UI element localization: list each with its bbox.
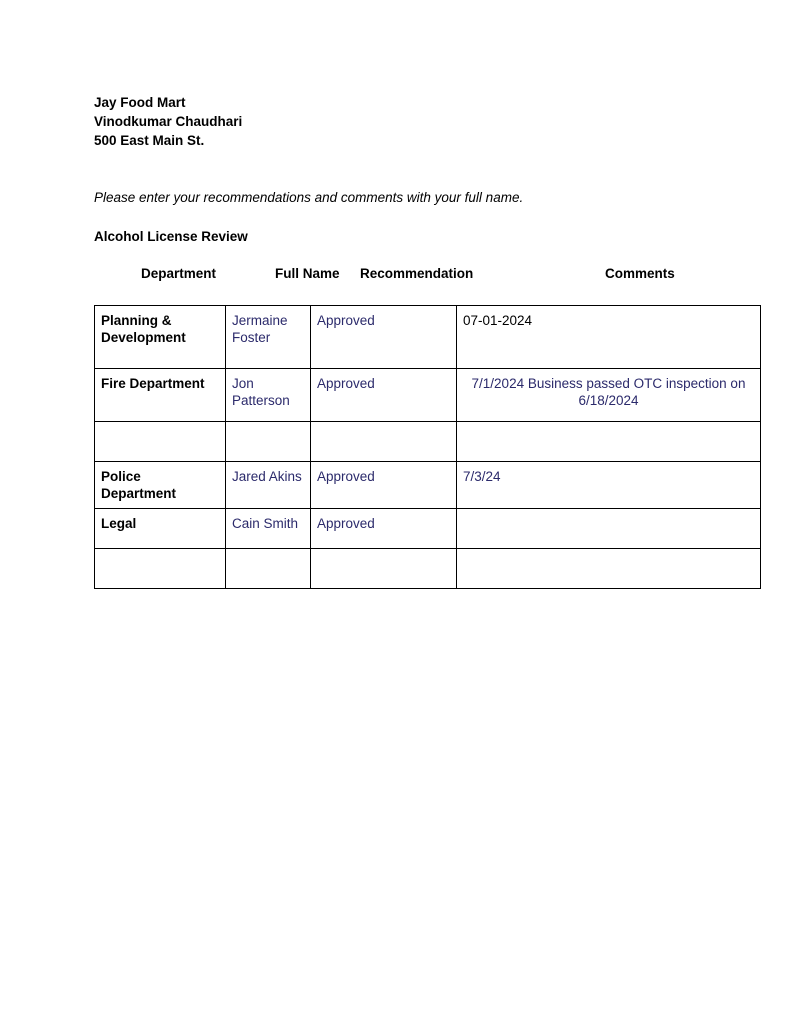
comments-field[interactable] — [457, 509, 761, 549]
column-header-recommendation: Recommendation — [360, 266, 474, 281]
business-owner: Vinodkumar Chaudhari — [94, 114, 243, 129]
comments-field[interactable]: 7/3/24 — [457, 462, 761, 509]
department-cell: Police Department — [95, 462, 226, 509]
full-name-field[interactable] — [226, 422, 311, 462]
column-header-comments: Comments — [605, 266, 675, 281]
comments-field[interactable] — [457, 422, 761, 462]
table-row — [95, 306, 761, 369]
department-cell: Fire Department — [95, 369, 226, 422]
business-info — [94, 93, 242, 150]
column-header-full-name: Full Name — [275, 266, 340, 281]
business-name: Jay Food Mart — [94, 95, 186, 110]
department-cell — [95, 549, 226, 589]
business-address: 500 East Main St. — [94, 133, 205, 148]
table-row — [95, 509, 761, 549]
department-cell — [95, 422, 226, 462]
recommendation-field[interactable]: Approved — [311, 462, 457, 509]
table-row — [95, 549, 761, 589]
recommendation-field[interactable]: Approved — [311, 369, 457, 422]
recommendation-field[interactable]: Approved — [311, 306, 457, 369]
full-name-field[interactable]: Jon Patterson — [226, 369, 311, 422]
recommendation-field[interactable] — [311, 422, 457, 462]
full-name-field[interactable]: Cain Smith — [226, 509, 311, 549]
recommendation-field[interactable] — [311, 549, 457, 589]
department-cell: Legal — [95, 509, 226, 549]
column-header-department: Department — [141, 266, 217, 281]
recommendation-field[interactable]: Approved — [311, 509, 457, 549]
table-row — [95, 369, 761, 422]
full-name-field[interactable]: Jared Akins — [226, 462, 311, 509]
review-table — [94, 305, 761, 589]
table-row — [95, 422, 761, 462]
full-name-field[interactable]: Jermaine Foster — [226, 306, 311, 369]
comments-field[interactable]: 7/1/2024 Business passed OTC inspection on 6/18/2024 — [457, 369, 761, 422]
comments-field[interactable] — [457, 549, 761, 589]
table-row — [95, 462, 761, 509]
section-title: Alcohol License Review — [94, 229, 248, 244]
department-cell: Planning & Development — [95, 306, 226, 369]
instructions-text: Please enter your recommendations and comments with your full name. — [94, 190, 524, 205]
comments-field[interactable]: 07-01-2024 — [457, 306, 761, 369]
full-name-field[interactable] — [226, 549, 311, 589]
